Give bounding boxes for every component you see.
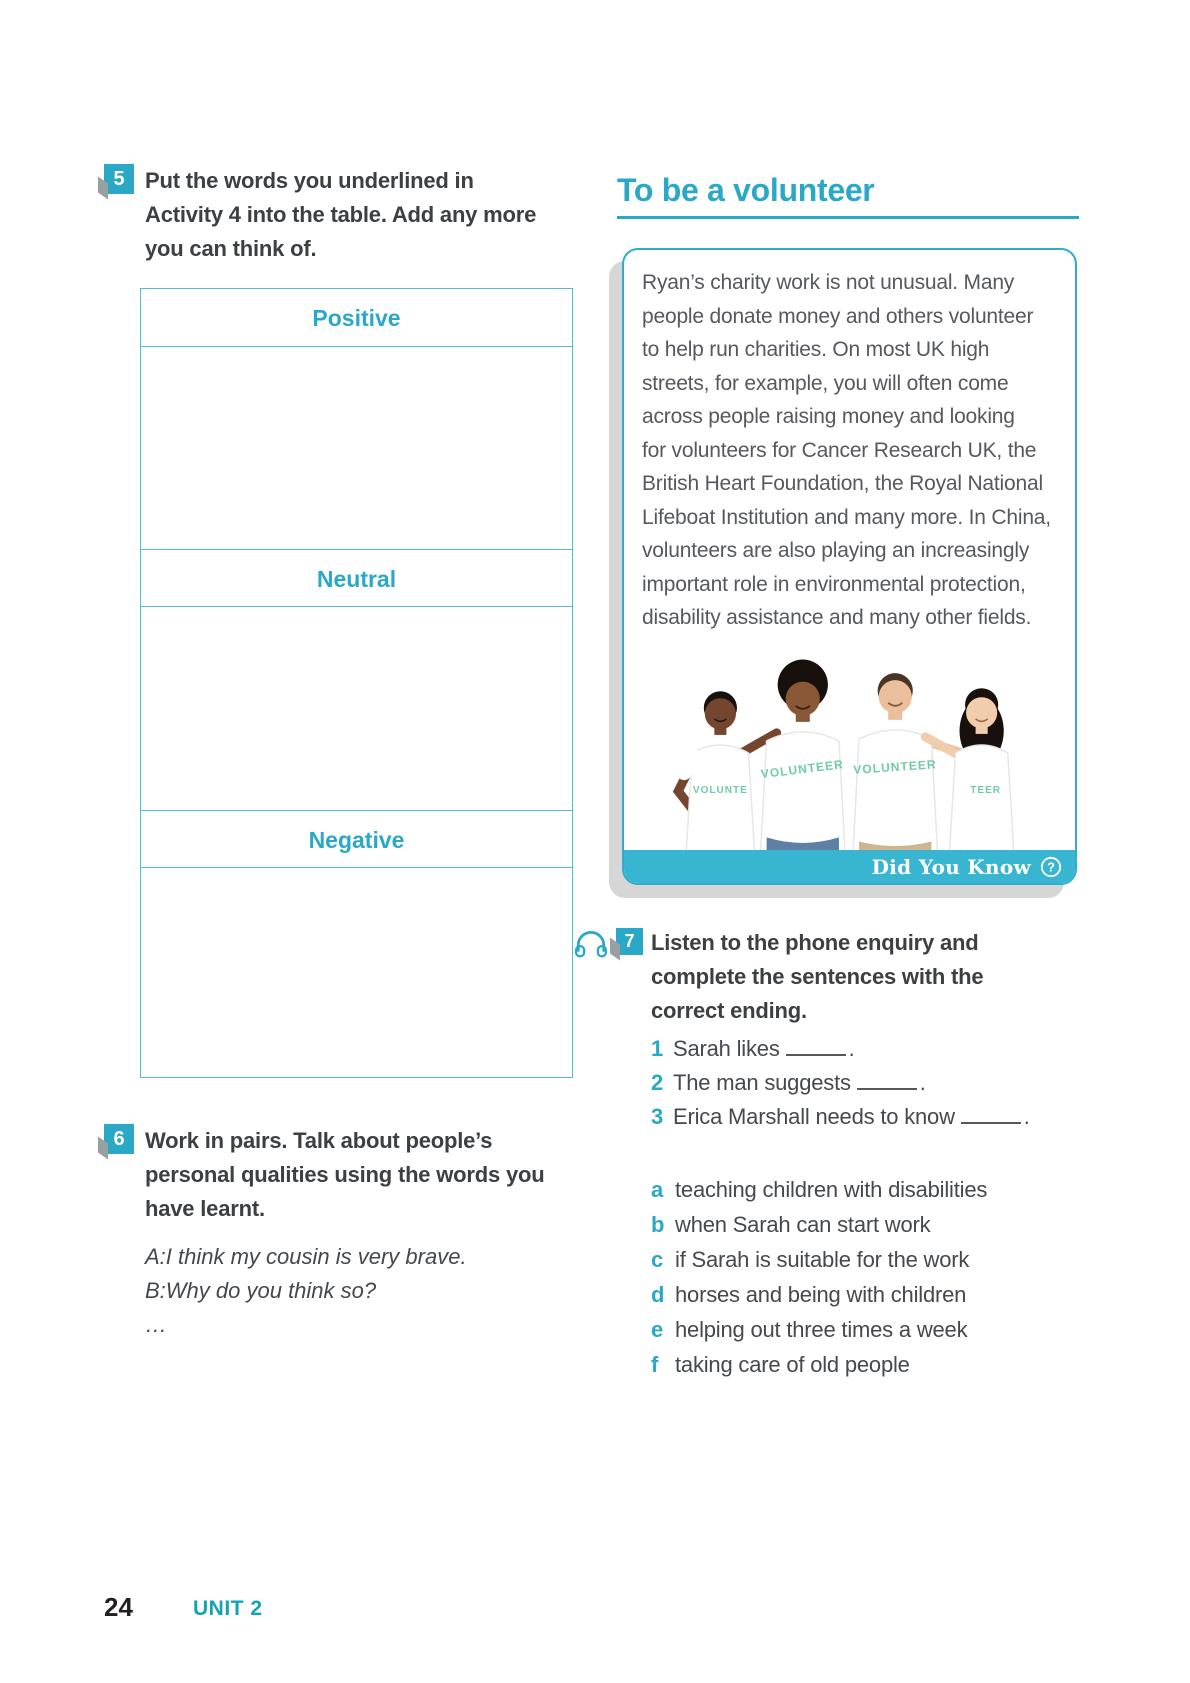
item-text: Erica Marshall needs to know [673, 1104, 955, 1129]
passage-line: Lifeboat Institution and many more. In China, [642, 505, 1051, 529]
person4-shirt [949, 745, 1013, 852]
item-number: 3 [651, 1104, 664, 1129]
passage-line: disability assistance and many other fields. [642, 606, 1032, 629]
answer-options [651, 1172, 1084, 1382]
enquiry-item [651, 1066, 1084, 1100]
person3-shirt-label: VOLUNTEER [852, 757, 938, 777]
instruction-line: Listen to the phone enquiry and [651, 930, 979, 955]
person1-neck [714, 725, 726, 735]
page-number: 24 [104, 1592, 133, 1622]
person1-shirt-label: VOLUNTE [692, 785, 748, 797]
answer-blank [786, 1048, 846, 1056]
table-header-positive: Positive [141, 289, 572, 347]
answer-option [651, 1207, 1084, 1242]
activity-5 [104, 164, 574, 266]
person4-face [966, 697, 997, 728]
enquiry-item [651, 1100, 1084, 1134]
answer-option [651, 1312, 1084, 1347]
table-cell-neutral [141, 607, 572, 810]
example-dialogue [145, 1240, 544, 1342]
person1-sleeve [684, 755, 692, 773]
person3-neck [888, 709, 902, 720]
table-header-negative: Negative [141, 810, 572, 868]
answer-blank [961, 1116, 1021, 1124]
table-cell-negative [141, 868, 572, 1077]
answer-blank [857, 1082, 917, 1090]
option-text: teaching children with disabilities [675, 1177, 988, 1202]
instruction-line: personal qualities using the words you [145, 1162, 545, 1187]
option-text: if Sarah is suitable for the work [675, 1247, 970, 1272]
passage-line: volunteers are also playing an increasingly [642, 539, 1030, 562]
instruction-line: you can think of. [145, 236, 317, 261]
did-you-know-label: Did You Know [871, 854, 1031, 879]
person2-neck [796, 711, 810, 722]
option-letter: c [651, 1247, 664, 1272]
answer-option [651, 1242, 1084, 1277]
option-letter: a [651, 1177, 664, 1202]
reading-passage [642, 266, 1070, 635]
activity7-number-badge: 7 [616, 928, 643, 955]
item-text: Sarah likes [673, 1036, 780, 1061]
svg-text:?: ? [1047, 859, 1055, 875]
question-circle-icon [1040, 856, 1062, 878]
passage-line: Ryan’s charity work is not unusual. Many [642, 271, 1015, 294]
qualities-table [140, 288, 573, 1078]
option-letter: b [651, 1212, 665, 1237]
passage-line: British Heart Foundation, the Royal National [642, 472, 1043, 495]
item-punct: . [919, 1070, 926, 1095]
activity7-instruction [651, 926, 1084, 1028]
option-text: horses and being with children [675, 1282, 967, 1307]
instruction-line: Activity 4 into the table. Add any more [145, 202, 537, 227]
passage-line: for volunteers for Cancer Research UK, the [642, 438, 1037, 462]
option-letter: d [651, 1282, 665, 1307]
headphones-icon [574, 928, 608, 958]
table-header-neutral: Neutral [141, 549, 572, 607]
passage-line: important role in environmental protection, [642, 572, 1026, 596]
activity6-instruction [145, 1124, 544, 1226]
answer-option [651, 1277, 1084, 1312]
instruction-line: Work in pairs. Talk about people’s [145, 1128, 493, 1153]
passage-line: streets, for example, you will often come [642, 371, 1009, 395]
dialogue-line: B:Why do you think so? [145, 1278, 377, 1303]
enquiry-items [651, 1032, 1084, 1134]
option-text: helping out three times a week [675, 1317, 968, 1342]
enquiry-item [651, 1032, 1084, 1066]
item-number: 2 [651, 1070, 664, 1095]
section-title: To be a volunteer [617, 170, 1079, 219]
item-punct: . [848, 1036, 855, 1061]
did-you-know-bar [624, 850, 1075, 883]
instruction-line: correct ending. [651, 998, 807, 1023]
activity5-number-badge: 5 [104, 164, 134, 194]
person2-face [786, 682, 820, 716]
reading-box [622, 248, 1077, 885]
person4-shirt-label: TEER [970, 785, 1002, 797]
dialogue-line: A:I think my cousin is very brave. [145, 1244, 467, 1269]
answer-option [651, 1347, 1084, 1382]
activity-6 [104, 1124, 584, 1342]
unit-label: UNIT 2 [193, 1597, 263, 1620]
item-punct: . [1023, 1104, 1030, 1129]
instruction-line: have learnt. [145, 1196, 265, 1221]
option-letter: f [651, 1352, 659, 1377]
item-number: 1 [651, 1036, 664, 1061]
person3-face [879, 680, 912, 713]
instruction-line: Put the words you underlined in [145, 168, 474, 193]
volunteers-photo [642, 650, 1054, 852]
dialogue-line: … [145, 1312, 167, 1337]
person1-face [705, 698, 736, 729]
person2-shirt [761, 732, 845, 852]
activity6-number-badge: 6 [104, 1124, 134, 1154]
person3-shirt [853, 730, 937, 852]
instruction-line: complete the sentences with the [651, 964, 984, 989]
activity5-instruction [145, 164, 536, 266]
option-letter: e [651, 1317, 664, 1342]
table-cell-positive [141, 347, 572, 549]
passage-line: people donate money and others volunteer [642, 304, 1034, 328]
passage-line: to help run charities. On most UK high [642, 338, 990, 361]
person2-shirt-label: VOLUNTEER [760, 757, 845, 782]
option-text: taking care of old people [675, 1352, 910, 1377]
person4-neck [976, 724, 988, 734]
answer-option [651, 1172, 1084, 1207]
passage-line: across people raising money and looking [642, 405, 1015, 428]
option-text: when Sarah can start work [675, 1212, 931, 1237]
activity-7 [574, 926, 1084, 1382]
item-text: The man suggests [673, 1070, 851, 1095]
